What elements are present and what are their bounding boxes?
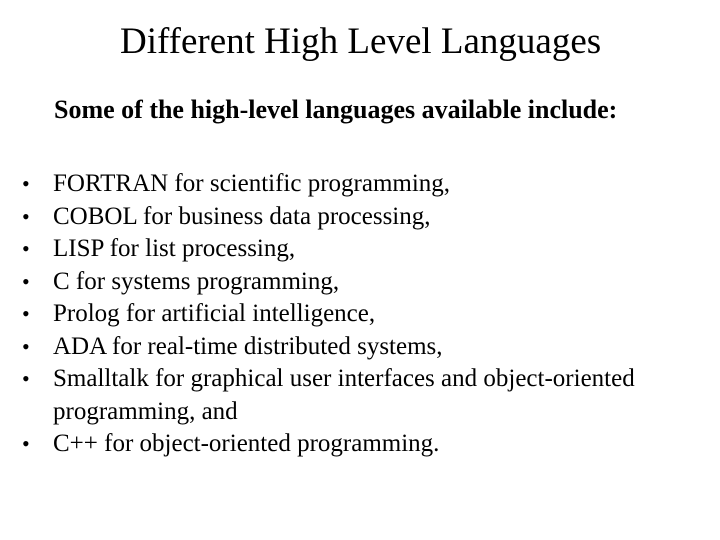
list-item-text: COBOL for business data processing, xyxy=(53,202,431,230)
bullet-icon: • xyxy=(22,431,30,456)
slide-title: Different High Level Languages xyxy=(120,21,602,62)
bullet-icon: • xyxy=(22,236,30,261)
bullet-icon: • xyxy=(22,203,30,229)
list-item xyxy=(0,363,720,428)
bullet-icon: • xyxy=(22,301,30,326)
list-item xyxy=(0,168,720,201)
list-item-text: Prolog for artificial intelligence, xyxy=(53,300,376,327)
list-item-text: LISP for list processing, xyxy=(53,235,296,262)
intro-text: Some of the high-level languages available include: xyxy=(54,95,618,124)
list-item xyxy=(0,266,720,299)
list-item xyxy=(0,428,720,461)
bullet-icon: • xyxy=(22,268,30,294)
list-item xyxy=(0,298,720,331)
list-item-text: C for systems programming, xyxy=(53,267,340,295)
list-item-text: Smalltalk for graphical user interfaces and object-oriented programming, and xyxy=(53,365,635,425)
list-item xyxy=(0,201,720,234)
list-item-text: FORTRAN for scientific programming, xyxy=(53,170,451,197)
list-item xyxy=(0,331,720,364)
language-list xyxy=(0,168,720,461)
list-item-text: ADA for real-time distributed systems, xyxy=(53,332,443,360)
bullet-icon: • xyxy=(22,333,30,359)
list-item-text: C++ for object-oriented programming. xyxy=(53,430,440,457)
list-item xyxy=(0,233,720,266)
bullet-icon: • xyxy=(22,366,30,391)
bullet-icon: • xyxy=(22,171,30,196)
